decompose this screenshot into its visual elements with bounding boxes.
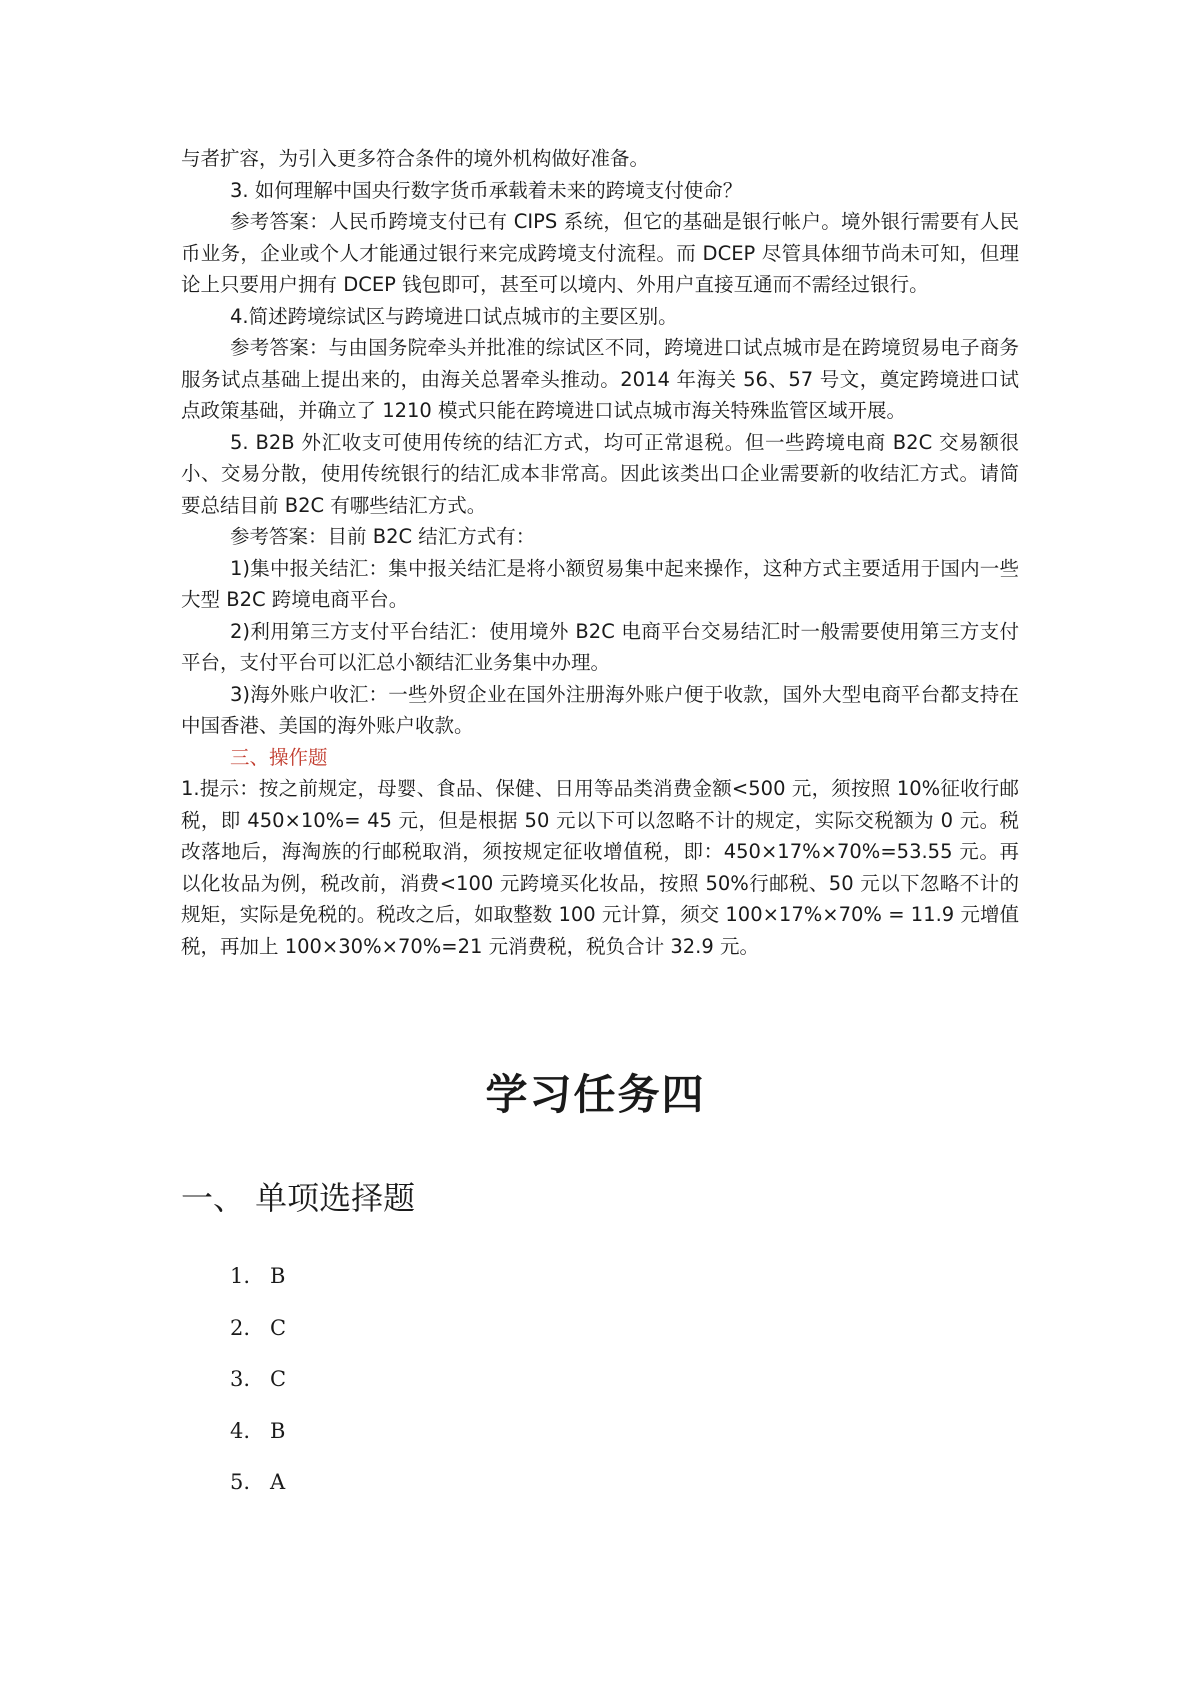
answer-value: B (270, 1418, 286, 1443)
answer-3: 参考答案：人民币跨境支付已有 CIPS 系统，但它的基础是银行帐户。境外银行需要有人民币业务，企业或个人才能通过银行来完成跨境支付流程。而 DCEP 尽管具体细节尚未可知，但理论上只要用户拥有 DCEP 钱包即可，甚至可以境内、外用户直接互通而不需经过银行。 (181, 210, 1019, 296)
operation-answer: 1.提示：按之前规定，母婴、食品、保健、日用等品类消费金额<500 元，须按照 10%征收行邮税，即 450×10%= 45 元，但是根据 50 元以下可以忽略不计的规定，实际交税额为 0 元。税改落地后，海淘族的行邮税取消，须按规定征收增值税，即：450×17%×70%=53.55 元。再以化妆品为例，税改前，消费<100 元跨境买化妆品，按照 50%行邮税、50 元以下忽略不计的规矩，实际是免税的。税改之后，如取整数 100 元计算，须交 100×17%×70% = 11.9 元增值税，再加上 100×30%×70%=21 元消费税，税负合计 32.9 元。 (181, 777, 1019, 958)
answer-item (230, 1417, 286, 1469)
answer-5-item-1: 1)集中报关结汇：集中报关结汇是将小额贸易集中起来操作，这种方式主要适用于国内一些大型 B2C 跨境电商平台。 (181, 556, 1019, 611)
answer-5-item-2: 2)利用第三方支付平台结汇：使用境外 B2C 电商平台交易结汇时一般需要使用第三方支付平台，支付平台可以汇总小额结汇业务集中办理。 (181, 619, 1019, 674)
answer-body (181, 143, 1019, 962)
answer-list (230, 1262, 286, 1520)
answer-value: C (270, 1315, 287, 1340)
answer-item (230, 1314, 286, 1366)
answer-value: C (270, 1367, 287, 1391)
answer-4: 参考答案：与由国务院牵头并批准的综试区不同，跨境进口试点城市是在跨境贸易电子商务服务试点基础上提出来的，由海关总署牵头推动。2014 年海关 56、57 号文，奠定跨境进口试点政策基础，并确立了 1210 模式只能在跨境进口试点城市海关特殊监管区域开展。 (181, 336, 1019, 422)
answer-number: 1. (230, 1264, 251, 1288)
task-title: 学习任务四 (485, 1070, 706, 1119)
answer-item (230, 1468, 286, 1520)
answer-item (230, 1365, 286, 1417)
answer-number: 5. (230, 1470, 251, 1494)
answer-number: 3. (230, 1367, 251, 1391)
answer-5-intro: 参考答案：目前 B2C 结汇方式有： (230, 525, 536, 548)
answer-number: 4. (230, 1418, 251, 1443)
question-5: 5. B2B 外汇收支可使用传统的结汇方式，均可正常退税。但一些跨境电商 B2C 交易额很小、交易分散，使用传统银行的结汇成本非常高。因此该类出口企业需要新的收结汇方式。请简要总结目前 B2C 有哪些结汇方式。 (181, 430, 1019, 517)
single-choice-heading: 一、 单项选择题 (181, 1179, 416, 1217)
answer-value: A (270, 1470, 286, 1494)
paragraph-continuation: 与者扩容，为引入更多符合条件的境外机构做好准备。 (181, 147, 650, 170)
answer-number: 2. (230, 1315, 251, 1340)
question-3: 3. 如何理解中国央行数字货币承载着未来的跨境支付使命？ (230, 178, 743, 202)
answer-5-item-3: 3)海外账户收汇：一些外贸企业在国外注册海外账户便于收款，国外大型电商平台都支持在中国香港、美国的海外账户收款。 (181, 682, 1019, 737)
question-4: 4.简述跨境综试区与跨境进口试点城市的主要区别。 (230, 304, 678, 328)
answer-value: B (270, 1264, 286, 1288)
answer-item (230, 1262, 286, 1314)
section-three-heading: 三、操作题 (230, 745, 328, 769)
